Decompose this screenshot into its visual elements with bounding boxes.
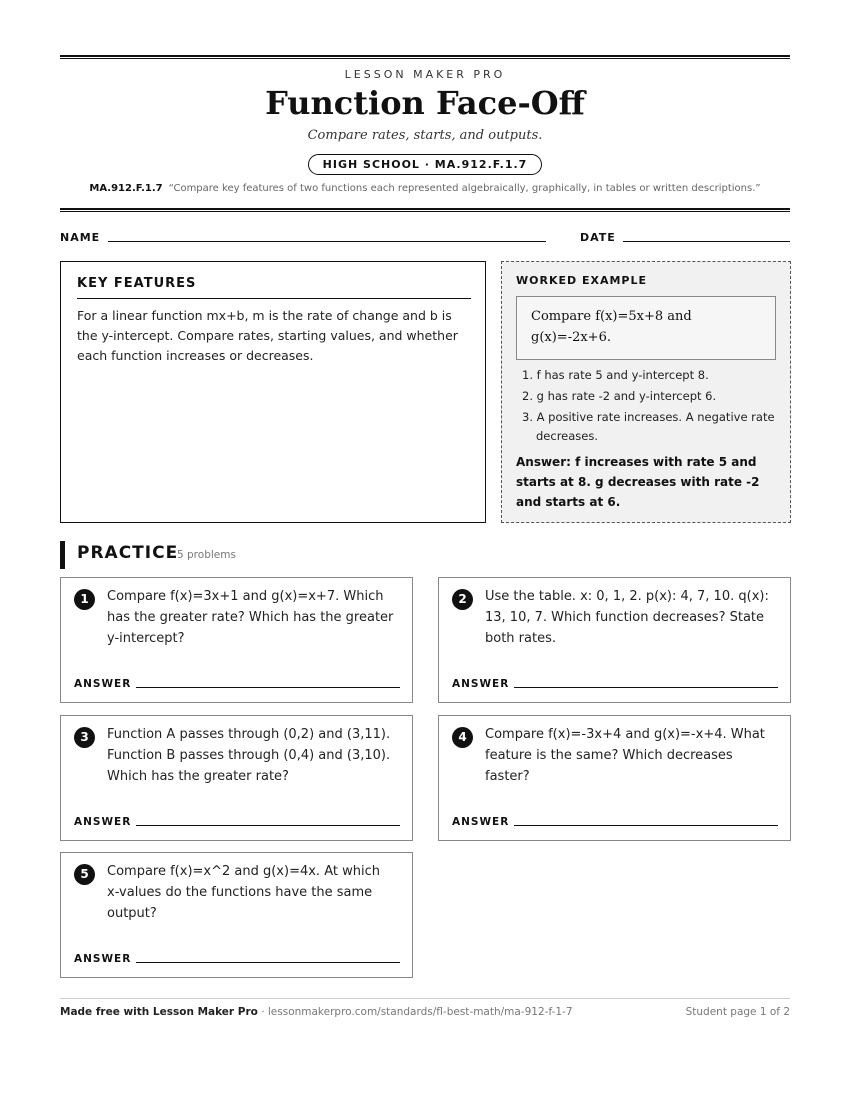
problem-number-badge: 1 bbox=[74, 589, 95, 610]
worked-example-steps bbox=[516, 366, 778, 448]
problem-card-3 bbox=[60, 715, 413, 841]
answer-label: ANSWER bbox=[74, 953, 132, 965]
answer-line[interactable] bbox=[514, 687, 778, 688]
problem-text: Compare f(x)=3x+1 and g(x)=x+7. Which has the greater rate? Which has the greater y-intercept? bbox=[107, 589, 394, 646]
worked-example-step: 2. g has rate -2 and y-intercept 6. bbox=[522, 389, 717, 403]
answer-label: ANSWER bbox=[452, 678, 510, 690]
problem-card-5 bbox=[60, 852, 413, 978]
top-double-rule bbox=[60, 55, 790, 59]
answer-label: ANSWER bbox=[74, 678, 132, 690]
worked-example-box bbox=[501, 261, 791, 523]
answer-label: ANSWER bbox=[74, 816, 132, 828]
footer-url[interactable]: · lessonmakerpro.com/standards/fl-best-math/ma-912-f-1-7 bbox=[257, 1006, 573, 1018]
name-label: NAME bbox=[60, 231, 101, 244]
standard-description bbox=[60, 183, 790, 194]
problem-number-badge: 5 bbox=[74, 864, 95, 885]
footer-page-number: Student page 1 of 2 bbox=[685, 1006, 790, 1018]
answer-line[interactable] bbox=[136, 687, 400, 688]
header-bottom-double-rule bbox=[60, 208, 790, 212]
footer-made-with: Made free with Lesson Maker Pro bbox=[60, 1006, 258, 1018]
answer-line[interactable] bbox=[136, 825, 400, 826]
brand-name: LESSON MAKER PRO bbox=[344, 68, 506, 81]
problem-card-2 bbox=[438, 577, 791, 703]
grade-badge-wrap bbox=[0, 153, 850, 175]
problem-text: Compare f(x)=-3x+4 and g(x)=-x+4. What feature is the same? Which decreases faster? bbox=[485, 727, 765, 784]
answer-line[interactable] bbox=[514, 825, 778, 826]
key-features-heading: KEY FEATURES bbox=[77, 276, 197, 291]
grade-standard-badge: HIGH SCHOOL · MA.912.F.1.7 bbox=[308, 154, 543, 175]
standard-code: MA.912.F.1.7 bbox=[89, 183, 163, 194]
practice-count: 5 problems bbox=[177, 549, 236, 561]
date-line[interactable] bbox=[623, 241, 790, 242]
worked-example-step: 1. f has rate 5 and y-intercept 8. bbox=[522, 368, 709, 382]
worked-example-step: 3. A positive rate increases. A negative rate decreases. bbox=[522, 410, 775, 443]
key-features-body: For a linear function mx+b, m is the rate of change and b is the y-intercept. Compare rates, starting values, and whether each function increases or decreases. bbox=[77, 308, 458, 363]
key-features-rule bbox=[77, 298, 471, 299]
worked-example-heading: WORKED EXAMPLE bbox=[516, 274, 647, 287]
practice-heading: PRACTICE bbox=[77, 543, 179, 563]
footer-rule bbox=[60, 998, 790, 999]
problem-text: Compare f(x)=x^2 and g(x)=4x. At which x-values do the functions have the same output? bbox=[107, 864, 380, 921]
problem-number-badge: 4 bbox=[452, 727, 473, 748]
date-label: DATE bbox=[580, 231, 616, 244]
problem-number-badge: 2 bbox=[452, 589, 473, 610]
footer-credit bbox=[60, 1006, 573, 1018]
answer-line[interactable] bbox=[136, 962, 400, 963]
page-subtitle: Compare rates, starts, and outputs. bbox=[307, 128, 543, 143]
worked-example-prompt: Compare f(x)=5x+8 and g(x)=-2x+6. bbox=[516, 296, 776, 360]
problem-text: Use the table. x: 0, 1, 2. p(x): 4, 7, 10. q(x): 13, 10, 7. Which function decreases? State both rates. bbox=[485, 589, 769, 646]
answer-label: ANSWER bbox=[452, 816, 510, 828]
problem-card-1 bbox=[60, 577, 413, 703]
standard-text: “Compare key features of two functions each represented algebraically, graphically, in tables or written descriptions.” bbox=[168, 183, 761, 194]
problem-number-badge: 3 bbox=[74, 727, 95, 748]
name-line[interactable] bbox=[108, 241, 546, 242]
key-features-box bbox=[60, 261, 486, 523]
practice-accent-bar bbox=[60, 541, 65, 569]
page-title: Function Face-Off bbox=[265, 84, 585, 122]
problem-card-4 bbox=[438, 715, 791, 841]
problem-text: Function A passes through (0,2) and (3,11). Function B passes through (0,4) and (3,10). Which has the greater rate? bbox=[107, 727, 391, 784]
worked-example-answer: Answer: f increases with rate 5 and starts at 8. g decreases with rate -2 and starts at 6. bbox=[516, 455, 760, 509]
